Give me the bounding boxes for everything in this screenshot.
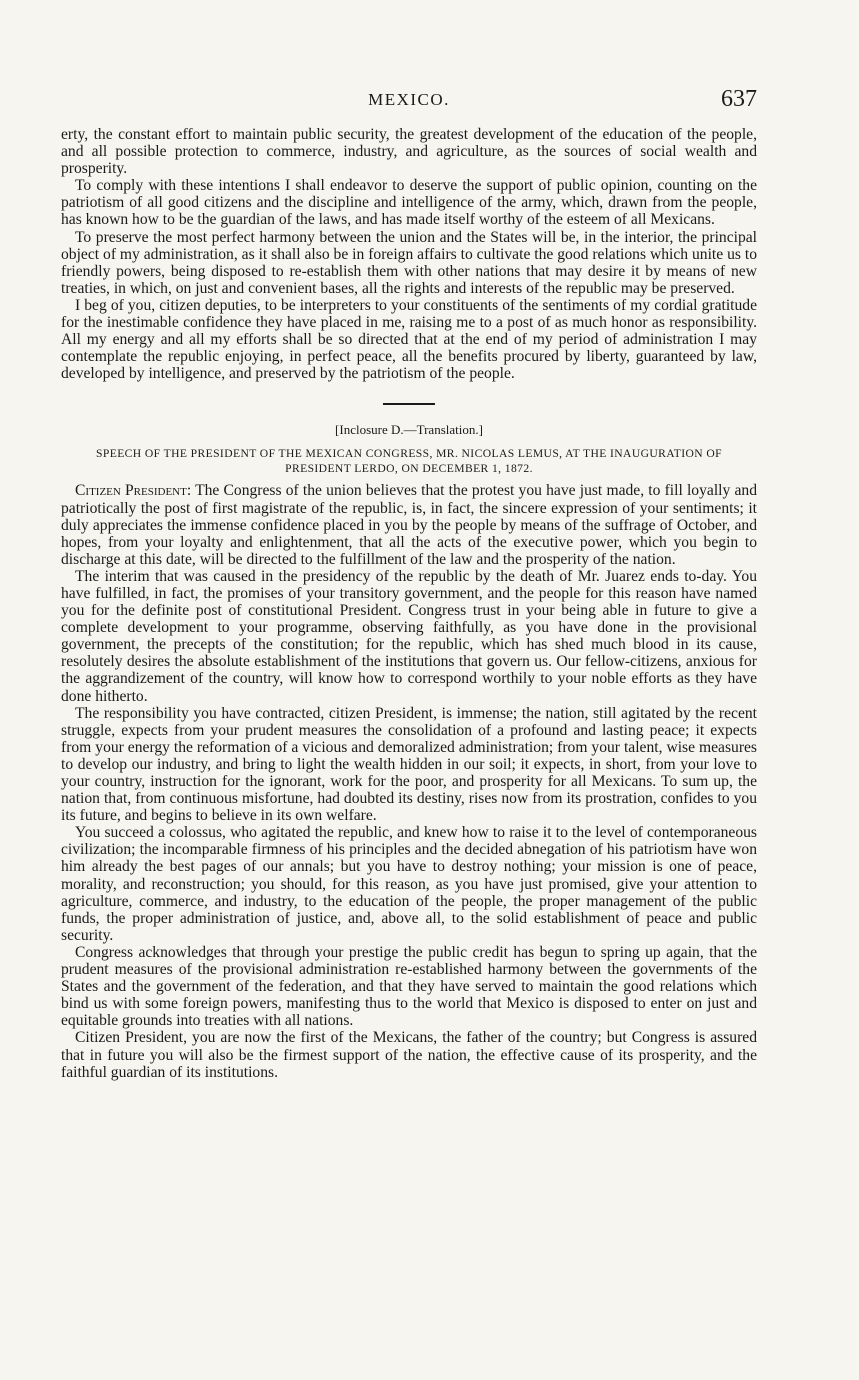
inclosure-label: [Inclosure D.—Translation.]: [335, 422, 483, 438]
paragraph: To preserve the most perfect harmony between the union and the States will be, in the interior, the principal object of my administration, as it shall also be in foreign affairs to cultivate the good relations which unite us to friendly powers, being disposed to re-establish them with other nations that may desire it by means of new treaties, in which, on just and convenient bases, all the rights and interests of the republic may be preserved.: [61, 228, 757, 297]
paragraph: You succeed a colossus, who agitated the republic, and knew how to raise it to the level of contemporaneous civilization; the incomparable firmness of his principles and the decided abnegation of his patriotism have won him already the best pages of our annals; but you have to destroy nothing; your mission is one of peace, morality, and reconstruction; you should, for this reason, as you have just promised, give your attention to agriculture, commerce, and industry, to the education of the people, the proper management of the public funds, the proper administration of justice, and, above all, to the solid establishment of peace and public security.: [61, 824, 757, 944]
salutation: Citizen President:: [75, 482, 192, 500]
paragraph: I beg of you, citizen deputies, to be interpreters to your constituents of the sentiments of my cordial gratitude for the inestimable confidence they have placed in me, raising me to a post of as much honor as responsibility. All my energy and all my efforts shall be so directed that at the end of my period of administration I may contemplate the republic enjoying, in perfect peace, all the benefits procured by liberty, guaranteed by law, developed by intelligence, and preserved by the patriotism of the people.: [61, 296, 757, 383]
paragraph: [61, 482, 757, 567]
running-head: [61, 86, 757, 126]
paragraph: Congress acknowledges that through your prestige the public credit has begun to spring up again, that the prudent measures of the provisional administration re-established harmony between the governments of the States and the government of the federation, and that they have served to maintain the good relations which bind us with some foreign powers, manifesting thus to the world that Mexico is disposed to enter on just and equitable grounds into treaties with all nations.: [61, 943, 757, 1030]
paragraph: erty, the constant effort to maintain public security, the greatest development of the education of the people, and all possible protection to commerce, industry, and agriculture, as the sources of social wealth and prosperity.: [61, 126, 757, 178]
paragraph: The responsibility you have contracted, citizen President, is immense; the nation, still agitated by the recent struggle, expects from your prudent measures the consolidation of a profound and lasting peace; it expects from your energy the reformation of a vicious and demoralized administration; from your talent, wise measures to develop our industry, and bring to light the wealth hidden in our soil; it expects, in short, from your love to your country, instruction for the ignorant, work for the poor, and prosperity for all Mexicans. To sum up, the nation that, from continuous misfortune, had doubted its destiny, rises now from its prostration, confides to you its future, and begins to believe in its own welfare.: [61, 704, 757, 825]
paragraph: Citizen President, you are now the first of the Mexicans, the father of the country; but Congress is assured that in future you will also be the firmest support of the nation, the effective cause of its prosperity, and the faithful guardian of its institutions.: [61, 1029, 757, 1081]
section-divider: [383, 403, 435, 405]
paragraph-text: The Congress of the union believes that the protest you have just made, to fill loyally and patriotically the post of first magistrate of the republic, is, in fact, the sincere expression of your sentiments; it duly appreciates the immense confidence placed in you by the people by means of the suffrage of October, and hopes, from your loyalty and enlightenment, that all the acts of the executive power, which you begin to discharge at this date, will be directed to the fulfillment of the law and the prosperity of the nation.: [61, 482, 757, 568]
paragraph: The interim that was caused in the presidency of the republic by the death of Mr. Juarez ends to-day. You have fulfilled, in fact, the promises of your transitory government, and the people for this reason have named you for the definite post of constitutional President. Congress trust in your being able in future to give a complete development to your programme, observing faithfully, as you have done in the provisional government, the precepts of the constitution; for the republic, which has shed much blood in its cause, resolutely desires the absolute establishment of the institutions that govern us. Our fellow-citizens, anxious for the aggrandizement of the country, will know how to correspond worthily to your noble efforts as they have done hitherto.: [61, 567, 757, 705]
running-title: MEXICO.: [368, 90, 450, 109]
paragraph: To comply with these intentions I shall endeavor to deserve the support of public opinion, counting on the patriotism of all good citizens and the discipline and intelligence of the army, which, drawn from the people, has known how to be the guardian of the laws, and has made itself worthy of the esteem of all Mexicans.: [61, 177, 757, 229]
speech-heading: SPEECH OF THE PRESIDENT OF THE MEXICAN CONGRESS, MR. NICOLAS LEMUS, AT THE INAUGURATION OF PRESIDENT LERDO, ON DECEMBER 1, 1872.: [96, 447, 722, 476]
document-page: [61, 86, 757, 1081]
page-number: 637: [721, 86, 757, 112]
